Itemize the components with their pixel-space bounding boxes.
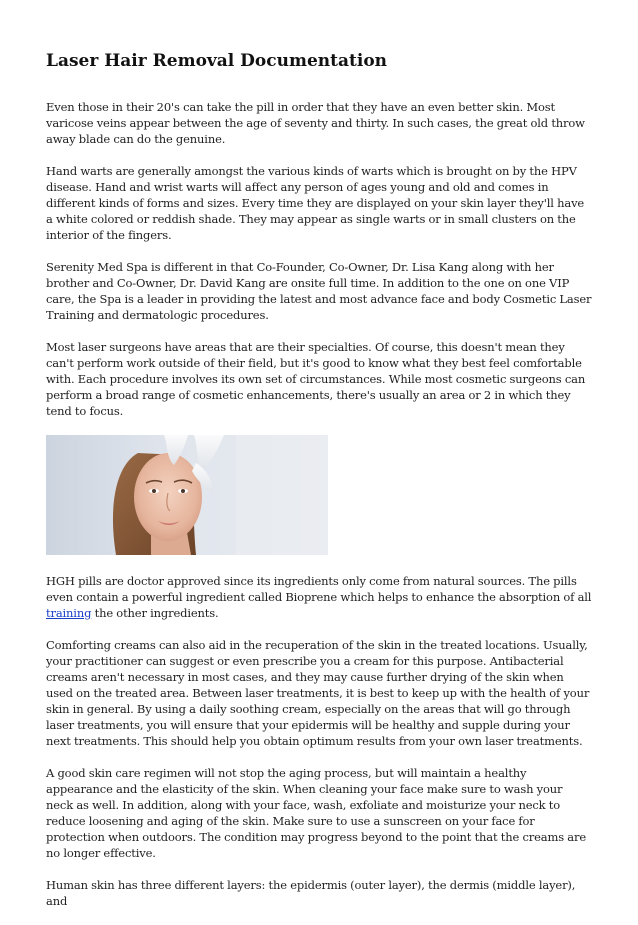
document-title: Laser Hair Removal Documentation <box>46 51 388 71</box>
hgh-text-after-link: the other ingredients. <box>91 606 219 620</box>
paragraph-skin-care-regimen: A good skin care regimen will not stop the aging process, but will maintain a healthy appearance and the elasticity of the skin. When cleaning your face make sure to wash your neck as well. In addition, along with your face, wash, exfoliate and moisturize your neck to reduce loosening and aging of the skin. Make sure to use a sunscreen on your face for protection when outdoors. The condition may progress beyond to the point that the creams are no longer effective. <box>46 766 586 860</box>
paragraph-human-skin-layers: Human skin has three different layers: the epidermis (outer layer), the dermis (middle layer), and <box>46 878 576 908</box>
face-illustration <box>46 435 328 555</box>
paragraph-hand-warts: Hand warts are generally amongst the various kinds of warts which is brought on by the HPV disease. Hand and wrist warts will affect any person of ages young and old and comes in different kinds of forms and sizes. Every time they are displayed on your skin layer they'll have a white colored or reddish shade. They may appear as single warts or in small clusters on the interior of the fingers. <box>46 164 585 242</box>
paragraph-varicose: Even those in their 20's can take the pill in order that they have an even better skin. Most varicose veins appear between the age of seventy and thirty. In such cases, the great old throw away blade can do the genuine. <box>46 100 585 146</box>
face-treatment-image <box>46 435 328 555</box>
paragraph-serenity-med-spa: Serenity Med Spa is different in that Co-Founder, Co-Owner, Dr. Lisa Kang along with her brother and Co-Owner, Dr. David Kang are onsite full time. In addition to the one on one VIP care, the Spa is a leader in providing the latest and most advance face and body Cosmetic Laser Training and dermatologic procedures. <box>46 260 592 322</box>
paragraph-comforting-creams: Comforting creams can also aid in the recuperation of the skin in the treated locations. Usually, your practitioner can suggest or even prescribe you a cream for this purpose. Antibacterial creams aren't necessary in most cases, and they may cause further drying of the skin when used on the treated area. Between laser treatments, it is best to keep up with the health of your skin in general. By using a daily soothing cream, especially on the areas that will go through laser treatments, you will ensure that your epidermis will be healthy and supple during your next treatments. This should help you obtain optimum results from your own laser treatments. <box>46 638 590 748</box>
training-link[interactable]: training <box>46 606 92 620</box>
paragraph-hgh-pills <box>46 573 592 621</box>
paragraph-laser-surgeons: Most laser surgeons have areas that are their specialties. Of course, this doesn't mean they can't perform work outside of their field, but it's good to know what they best feel comfortable with. Each procedure involves its own set of circumstances. While most cosmetic surgeons can perform a broad range of cosmetic enhancements, there's usually an area or 2 in which they tend to focus. <box>46 340 586 418</box>
hgh-text-before-link: HGH pills are doctor approved since its ingredients only come from natural sources. The pills even contain a powerful ingredient called Bioprene which helps to enhance the absorption of all <box>46 574 592 604</box>
document-page <box>46 50 592 925</box>
